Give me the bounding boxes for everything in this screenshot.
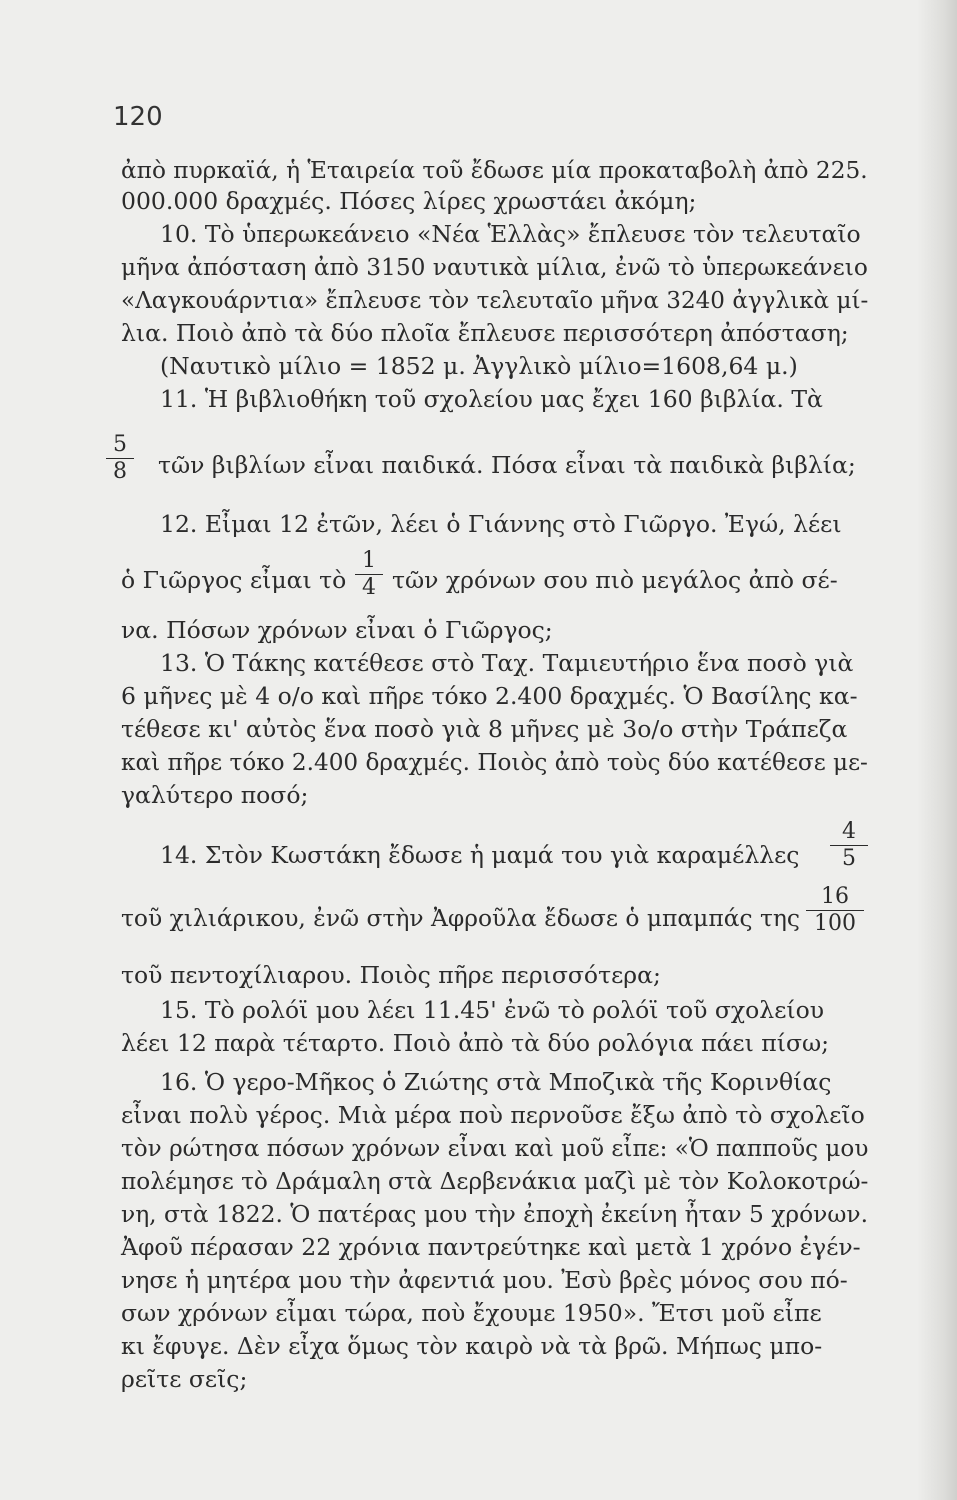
text-line: πολέμησε τὸ Δράμαλη στὰ Δερβενάκια μαζὶ μὲ τὸν Κολοκοτρώ- [121,1167,869,1195]
text-line: ἀπὸ πυρκαϊά, ἡ Ἑταιρεία τοῦ ἔδωσε μία προκαταβολὴ ἀπὸ 225. [121,156,868,184]
text-line: τέθεσε κι' αὐτὸς ἕνα ποσὸ γιὰ 8 μῆνες μὲ 3ο/ο στὴν Τράπεζα [121,715,848,743]
text-line: ρεῖτε σεῖς; [121,1365,248,1393]
text-line: τῶν βιβλίων εἶναι παιδικά. Πόσα εἶναι τὰ παιδικὰ βιβλία; [158,451,856,479]
text-line: εἶναι πολὺ γέρος. Μιὰ μέρα ποὺ περνοῦσε ἔξω ἀπὸ τὸ σχολεῖο [121,1101,865,1129]
text-line: λια. Ποιὸ ἀπὸ τὰ δύο πλοῖα ἔπλευσε περισσότερη ἀπόσταση; [121,319,849,347]
page-number: 120 [113,102,163,132]
fraction-numerator: 16 [821,884,849,909]
text-line: 14. Στὸν Κωστάκη ἔδωσε ἡ μαμά του γιὰ καραμέλλες [160,841,800,869]
text-line: τοῦ χιλιάρικου, ἐνῶ στὴν Ἀφροῦλα ἔδωσε ὁ μπαμπάς της [121,904,800,932]
text-line: 10. Τὸ ὑπερωκεάνειο «Νέα Ἑλλὰς» ἔπλευσε τὸν τελευταῖο [160,220,861,248]
text-line: νησε ἡ μητέρα μου τὴν ἀφεντιά μου. Ἐσὺ βρὲς μόνος σου πό- [121,1266,848,1294]
fraction-denominator: 8 [113,459,127,484]
text-line: τὸν ρώτησα πόσων χρόνων εἶναι καὶ μοῦ εἶπε: «Ὁ παπποῦς μου [121,1134,869,1162]
fraction-sixteen-hundredths [806,885,864,936]
text-line: 16. Ὁ γερο-Μῆκος ὁ Ζιώτης στὰ Μποζικὰ τῆς Κορινθίας [160,1068,832,1096]
fraction-denominator: 100 [814,911,856,936]
text-line: 13. Ὁ Τάκης κατέθεσε στὸ Ταχ. Ταμιευτήριο ἕνα ποσὸ γιὰ [160,649,854,677]
text-line: μῆνα ἀπόσταση ἀπὸ 3150 ναυτικὰ μίλια, ἐνῶ τὸ ὑπερωκεάνειο [121,253,868,281]
text-line: τοῦ πεντοχίλιαρου. Ποιὸς πῆρε περισσότερα; [121,961,661,989]
fraction-numerator: 1 [362,548,376,573]
text-line: 15. Τὸ ρολόϊ μου λέει 11.45' ἐνῶ τὸ ρολόϊ τοῦ σχολείου [160,996,825,1024]
fraction-one-quarter [355,549,383,600]
text-line: 000.000 δραχμές. Πόσες λίρες χρωστάει ἀκόμη; [121,187,697,215]
text-line: ὁ Γιῶργος εἶμαι τὸ [121,566,347,594]
text-line: καὶ πῆρε τόκο 2.400 δραχμές. Ποιὸς ἀπὸ τοὺς δύο κατέθεσε με- [121,748,868,776]
fraction-numerator: 4 [842,819,856,844]
fraction-four-fifths [830,820,868,871]
text-line: 11. Ἡ βιβλιοθήκη τοῦ σχολείου μας ἔχει 160 βιβλία. Τὰ [160,385,823,413]
text-line: 6 μῆνες μὲ 4 ο/ο καὶ πῆρε τόκο 2.400 δραχμές. Ὁ Βασίλης κα- [121,682,858,710]
fraction-five-eighths [106,433,134,484]
text-line: νη, στὰ 1822. Ὁ πατέρας μου τὴν ἐποχὴ ἐκείνη ἦταν 5 χρόνων. [121,1200,869,1228]
text-line: (Ναυτικὸ μίλιο = 1852 μ. Ἀγγλικὸ μίλιο=1608,64 μ.) [160,352,798,380]
fraction-denominator: 4 [362,575,376,600]
text-line: 12. Εἶμαι 12 ἐτῶν, λέει ὁ Γιάννης στὸ Γιῶργο. Ἐγώ, λέει [160,510,842,538]
text-line: «Λαγκουάρντια» ἔπλευσε τὸν τελευταῖο μῆνα 3240 ἀγγλικὰ μί- [121,286,869,314]
page-edge-shadow [917,0,957,1500]
text-line: γαλύτερο ποσό; [121,781,309,809]
text-line: λέει 12 παρὰ τέταρτο. Ποιὸ ἀπὸ τὰ δύο ρολόγια πάει πίσω; [121,1029,830,1057]
fraction-denominator: 5 [842,846,856,871]
text-line: να. Πόσων χρόνων εἶναι ὁ Γιῶργος; [121,616,553,644]
fraction-numerator: 5 [113,432,127,457]
text-line: τῶν χρόνων σου πιὸ μεγάλος ἀπὸ σέ- [392,566,838,594]
text-line: Ἀφοῦ πέρασαν 22 χρόνια παντρεύτηκε καὶ μετὰ 1 χρόνο ἐγέν- [121,1233,861,1261]
text-line: κι ἔφυγε. Δὲν εἶχα ὅμως τὸν καιρὸ νὰ τὰ βρῶ. Μήπως μπο- [121,1332,823,1360]
text-line: σων χρόνων εἶμαι τώρα, ποὺ ἔχουμε 1950». Ἔτσι μοῦ εἶπε [121,1299,822,1327]
